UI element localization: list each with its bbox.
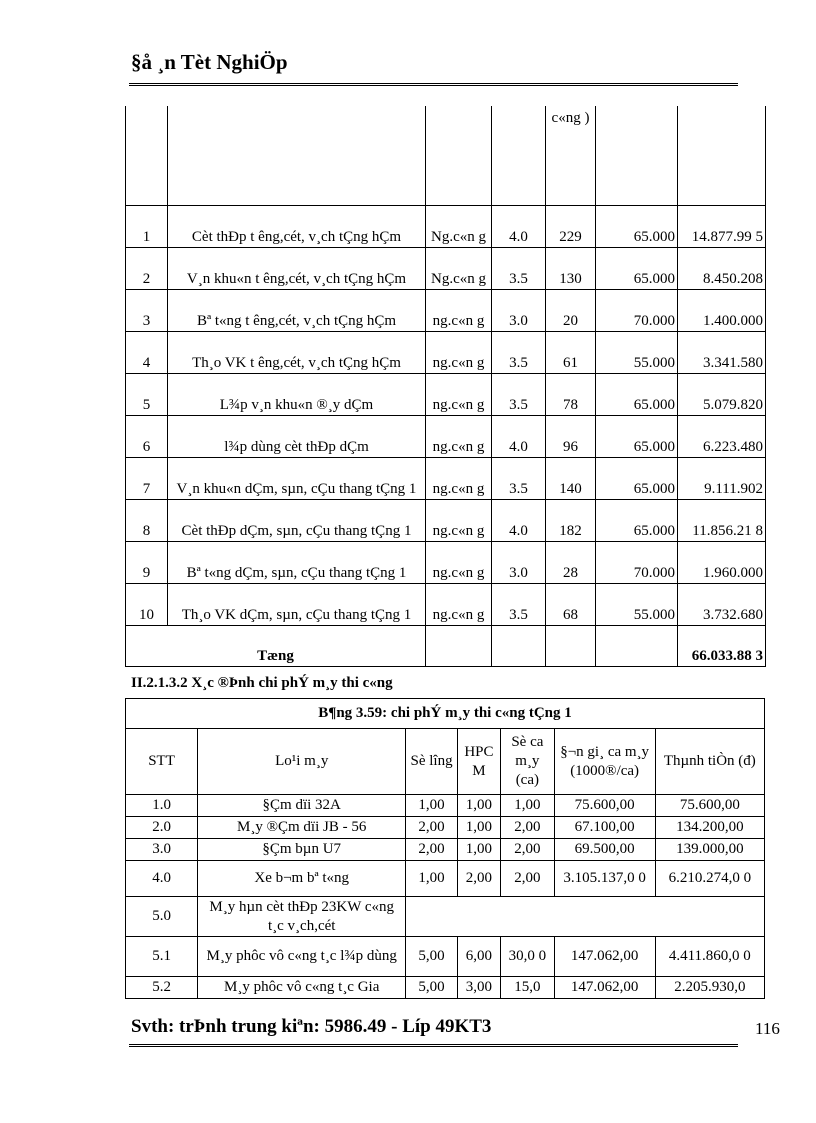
amount-cell: 6.223.480: [678, 415, 766, 457]
quantity-cell: 5,00: [406, 937, 458, 977]
shifts-cell: 2,00: [501, 861, 555, 897]
table-row: [126, 839, 765, 861]
amount-cell: 134.200,00: [655, 817, 764, 839]
task-name-cell: Th¸o VK dÇm, sµn, cÇu thang tÇng 1: [168, 583, 426, 625]
price-cell: 55.000: [596, 583, 678, 625]
norm-cell: 3.0: [492, 541, 546, 583]
total-row: [126, 625, 766, 666]
qty-cell: 229: [546, 205, 596, 247]
price-cell: 65.000: [596, 457, 678, 499]
qty-cell: 140: [546, 457, 596, 499]
norm-cell: 4.0: [492, 205, 546, 247]
norm-cell: 3.5: [492, 583, 546, 625]
norm-cell: 4.0: [492, 499, 546, 541]
shifts-cell: 30,0 0: [501, 937, 555, 977]
unit-cell: Ng.c«n g: [426, 247, 492, 289]
machine-name-cell: M¸y phôc vô c«ng t¸c Gia: [198, 977, 406, 999]
amount-cell: 1.400.000: [678, 289, 766, 331]
machine-name-cell: M¸y hµn cèt thÐp 23KW c«ng t¸c v¸ch,cét: [198, 897, 406, 937]
unit-cell: ng.c«n g: [426, 289, 492, 331]
task-name-cell: V¸n khu«n dÇm, sµn, cÇu thang tÇng 1: [168, 457, 426, 499]
amount-cell: 1.960.000: [678, 541, 766, 583]
unit-cell: ng.c«n g: [426, 457, 492, 499]
unit-price-cell: 3.105.137,0 0: [554, 861, 655, 897]
amount-cell: 4.411.860,0 0: [655, 937, 764, 977]
stt-cell: 3.0: [126, 839, 198, 861]
unit-price-cell: 147.062,00: [554, 977, 655, 999]
hpcm-cell: 3,00: [457, 977, 500, 999]
stt-cell: 5.1: [126, 937, 198, 977]
qty-cell: 78: [546, 373, 596, 415]
column-header: HPC M: [457, 729, 500, 795]
task-name-cell: Bª t«ng dÇm, sµn, cÇu thang tÇng 1: [168, 541, 426, 583]
stt-cell: 7: [126, 457, 168, 499]
unit-tail-cell: c«ng ): [546, 106, 596, 205]
stt-cell: 2: [126, 247, 168, 289]
footer-rule: [129, 1044, 738, 1047]
machine-cost-table: [125, 698, 765, 999]
machine-name-cell: §Çm dïi 32A: [198, 795, 406, 817]
qty-cell: 28: [546, 541, 596, 583]
amount-cell: 139.000,00: [655, 839, 764, 861]
total-value: 66.033.88 3: [678, 625, 766, 666]
amount-cell: 2.205.930,0: [655, 977, 764, 999]
amount-cell: 75.600,00: [655, 795, 764, 817]
column-header: Sè lîng: [406, 729, 458, 795]
shifts-cell: 2,00: [501, 839, 555, 861]
qty-cell: 68: [546, 583, 596, 625]
amount-cell: 5.079.820: [678, 373, 766, 415]
table-row: [126, 817, 765, 839]
stt-cell: 8: [126, 499, 168, 541]
hpcm-cell: 6,00: [457, 937, 500, 977]
machine-name-cell: M¸y ®Çm dïi JB - 56: [198, 817, 406, 839]
unit-cell: ng.c«n g: [426, 373, 492, 415]
amount-cell: 8.450.208: [678, 247, 766, 289]
quantity-cell: 2,00: [406, 839, 458, 861]
table-row: [126, 937, 765, 977]
price-cell: 65.000: [596, 247, 678, 289]
task-name-cell: L¾p v¸n khu«n ®¸y dÇm: [168, 373, 426, 415]
norm-cell: 3.0: [492, 289, 546, 331]
page-number: 116: [755, 1019, 780, 1038]
task-name-cell: V¸n khu«n t êng,cét, v¸ch tÇng hÇm: [168, 247, 426, 289]
amount-cell: 6.210.274,0 0: [655, 861, 764, 897]
table-row: [126, 373, 766, 415]
stt-cell: 5.0: [126, 897, 198, 937]
table-row: [126, 861, 765, 897]
page-header-title: §å ¸n Tèt NghiÖp: [131, 50, 288, 74]
table-caption: B¶ng 3.59: chi phÝ m¸y thi c«ng tÇng 1: [126, 699, 765, 729]
qty-cell: 61: [546, 331, 596, 373]
hpcm-cell: 1,00: [457, 795, 500, 817]
price-cell: 70.000: [596, 289, 678, 331]
amount-cell: 3.341.580: [678, 331, 766, 373]
column-header: §¬n gi¸ ca m¸y (1000®/ca): [554, 729, 655, 795]
table-row: [126, 415, 766, 457]
norm-cell: 3.5: [492, 331, 546, 373]
table-row: [126, 205, 766, 247]
stt-cell: 6: [126, 415, 168, 457]
shifts-cell: 15,0: [501, 977, 555, 999]
amount-cell: 3.732.680: [678, 583, 766, 625]
quantity-cell: 1,00: [406, 795, 458, 817]
table-row: [126, 583, 766, 625]
unit-cell: ng.c«n g: [426, 583, 492, 625]
stt-cell: 5: [126, 373, 168, 415]
unit-cell: ng.c«n g: [426, 415, 492, 457]
header-rule: [129, 83, 738, 86]
table-row: [126, 499, 766, 541]
qty-cell: 20: [546, 289, 596, 331]
norm-cell: 3.5: [492, 373, 546, 415]
price-cell: 70.000: [596, 541, 678, 583]
stt-cell: 9: [126, 541, 168, 583]
quantity-cell: 1,00: [406, 861, 458, 897]
table-row: [126, 457, 766, 499]
column-header: Sè ca m¸y (ca): [501, 729, 555, 795]
machine-name-cell: M¸y phôc vô c«ng t¸c l¾p dùng: [198, 937, 406, 977]
task-name-cell: l¾p dùng cèt thÐp dÇm: [168, 415, 426, 457]
stt-cell: 4.0: [126, 861, 198, 897]
total-label: Tæng: [126, 625, 426, 666]
table-row: [126, 247, 766, 289]
shifts-cell: 1,00: [501, 795, 555, 817]
unit-cell: Ng.c«n g: [426, 205, 492, 247]
table-row: [126, 331, 766, 373]
stt-cell: 3: [126, 289, 168, 331]
quantity-cell: 2,00: [406, 817, 458, 839]
stt-cell: 1: [126, 205, 168, 247]
unit-price-cell: 69.500,00: [554, 839, 655, 861]
amount-cell: 9.111.902: [678, 457, 766, 499]
unit-cell: ng.c«n g: [426, 499, 492, 541]
merged-empty-cell: [406, 897, 765, 937]
norm-cell: 3.5: [492, 247, 546, 289]
quantity-cell: 5,00: [406, 977, 458, 999]
hpcm-cell: 2,00: [457, 861, 500, 897]
stt-cell: 2.0: [126, 817, 198, 839]
column-header: STT: [126, 729, 198, 795]
machine-name-cell: Xe b¬m bª t«ng: [198, 861, 406, 897]
column-header: Thµnh tiÒn (đ): [655, 729, 764, 795]
table-header-row: [126, 729, 765, 795]
price-cell: 65.000: [596, 499, 678, 541]
unit-cell: ng.c«n g: [426, 331, 492, 373]
machine-name-cell: §Çm bµn U7: [198, 839, 406, 861]
task-name-cell: Cèt thÐp dÇm, sµn, cÇu thang tÇng 1: [168, 499, 426, 541]
price-cell: 65.000: [596, 415, 678, 457]
unit-price-cell: 67.100,00: [554, 817, 655, 839]
table-row: [126, 897, 765, 937]
stt-cell: 1.0: [126, 795, 198, 817]
hpcm-cell: 1,00: [457, 839, 500, 861]
footer-student: Svth: trÞnh trung kiªn: 5986.49 - Líp 49KT3: [131, 1016, 492, 1037]
task-name-cell: Th¸o VK t êng,cét, v¸ch tÇng hÇm: [168, 331, 426, 373]
table-row: [126, 977, 765, 999]
table-caption-row: [126, 699, 765, 729]
qty-cell: 96: [546, 415, 596, 457]
hpcm-cell: 1,00: [457, 817, 500, 839]
unit-price-cell: 75.600,00: [554, 795, 655, 817]
task-name-cell: Cèt thÐp t êng,cét, v¸ch tÇng hÇm: [168, 205, 426, 247]
stt-cell: 5.2: [126, 977, 198, 999]
amount-cell: 14.877.99 5: [678, 205, 766, 247]
labor-cost-table: [125, 106, 766, 667]
stt-cell: 4: [126, 331, 168, 373]
task-name-cell: Bª t«ng t êng,cét, v¸ch tÇng hÇm: [168, 289, 426, 331]
norm-cell: 3.5: [492, 457, 546, 499]
qty-cell: 182: [546, 499, 596, 541]
table-row: [126, 795, 765, 817]
price-cell: 65.000: [596, 205, 678, 247]
unit-price-cell: 147.062,00: [554, 937, 655, 977]
section-title: II.2.1.3.2 X¸c ®Þnh chi phÝ m¸y thi c«ng: [131, 675, 393, 691]
amount-cell: 11.856.21 8: [678, 499, 766, 541]
shifts-cell: 2,00: [501, 817, 555, 839]
price-cell: 55.000: [596, 331, 678, 373]
column-header: Lo¹i m¸y: [198, 729, 406, 795]
unit-cell: ng.c«n g: [426, 541, 492, 583]
price-cell: 65.000: [596, 373, 678, 415]
stt-cell: 10: [126, 583, 168, 625]
table-row-continuation: [126, 106, 766, 205]
table-row: [126, 541, 766, 583]
norm-cell: 4.0: [492, 415, 546, 457]
qty-cell: 130: [546, 247, 596, 289]
table-row: [126, 289, 766, 331]
